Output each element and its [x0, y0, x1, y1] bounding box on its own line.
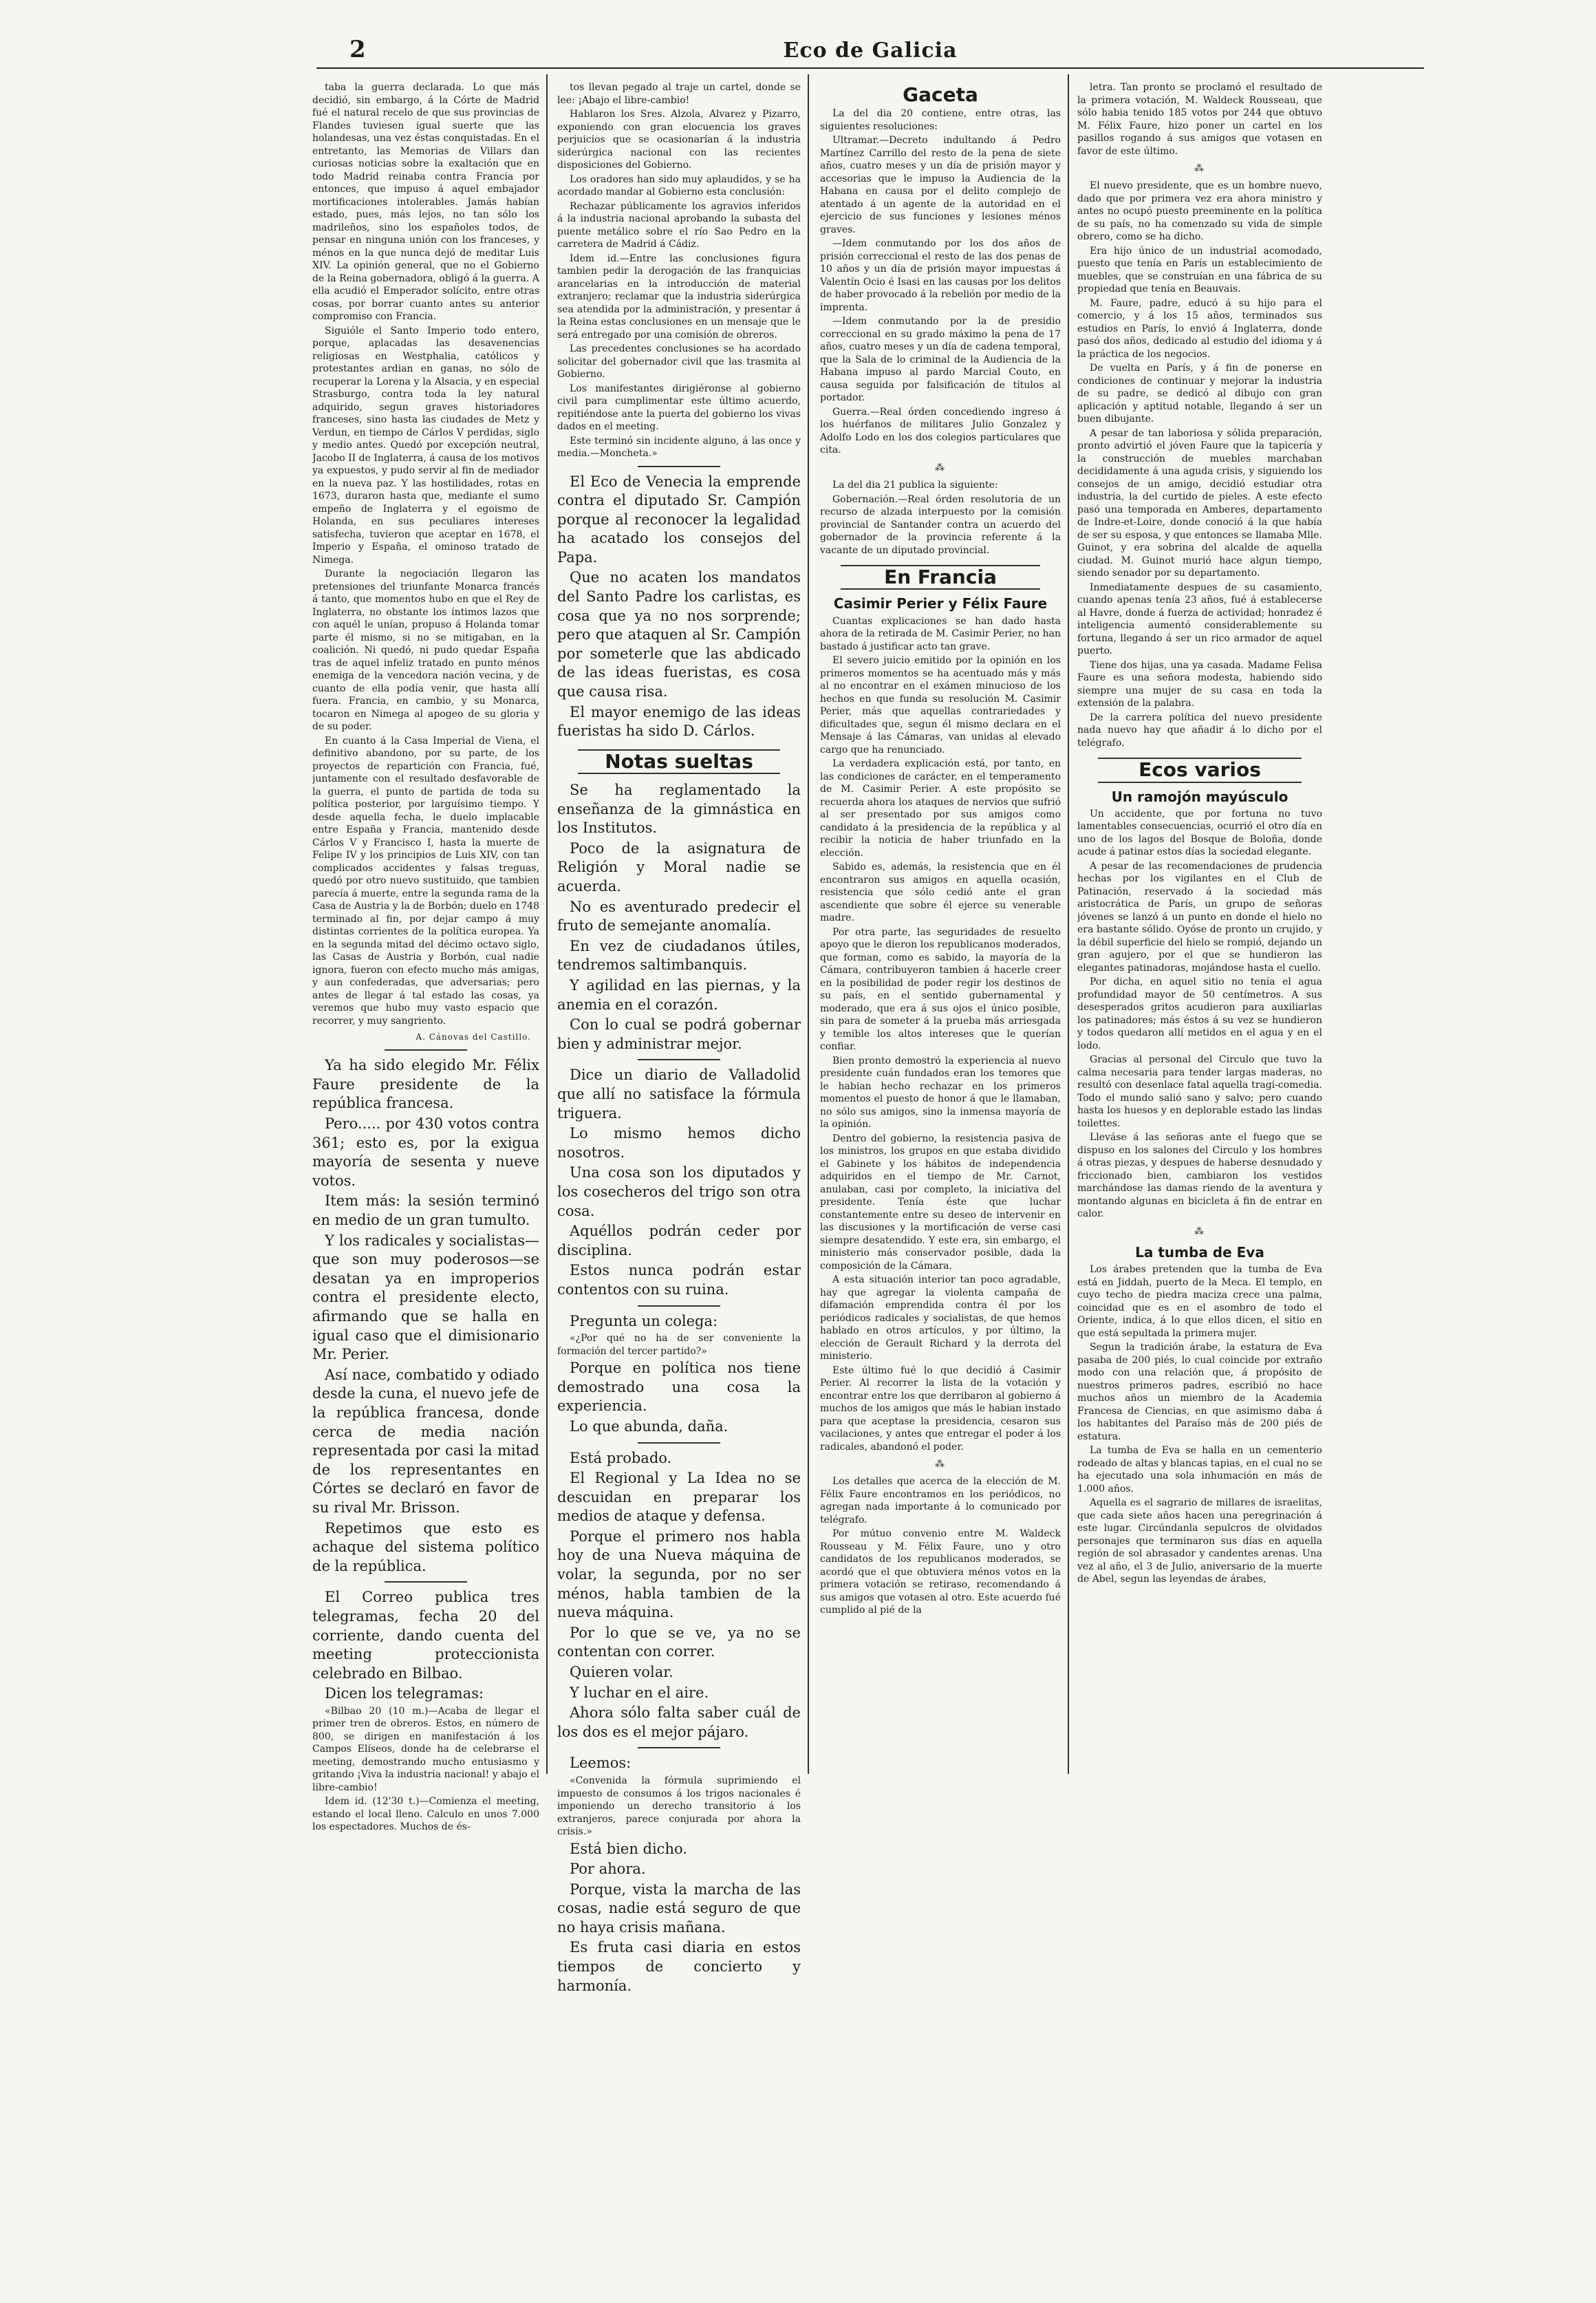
section-heading-en-francia: En Francia — [841, 565, 1040, 590]
article-paragraph: De la carrera política del nuevo presidente nada nuevo hay que añadir á lo dicho por el telégrafo. — [1077, 711, 1322, 749]
note-quote: «¿Por qué no ha de ser conveniente la formación del tercer partido?» — [557, 1333, 801, 1357]
article-paragraph: Lleváse á las señoras ante el fuego que se dispuso en los salones del Circulo y los hombres á otras piezas, y despues de haberse desnudado y friccionado bien, cambiaron los vestidos marchándose las damas riendo de la aventura y montando algunas en bicicleta á fin de entrar en calor. — [1077, 1132, 1322, 1220]
telegram-paragraph: Hablaron los Sres. Alzola, Alvarez y Pizarro, exponiendo con gran elocuencia los graves perjuicios que se ocasionarían á la industria siderúrgica nacional con las recientes disposiciones del Gobierno. — [557, 109, 801, 171]
column-3 — [820, 81, 1061, 1618]
telegram-paragraph: Este terminó sin incidente alguno, á las once y media.—Moncheta.» — [557, 435, 801, 459]
separator — [638, 1747, 720, 1748]
column-rule — [1068, 74, 1069, 1774]
note-paragraph: Porque en política nos tiene demostrado una cosa la experiencia. — [557, 1360, 801, 1415]
note-quote: «Convenida la fórmula suprimiendo el impuesto de consumos á los trigos nacionales é imponiendo un derecho transitorio á los extranjeros, parece conjurada por ahora la crisis.» — [557, 1775, 801, 1838]
note-paragraph: El Regional y La Idea no se descuidan en preparar los medios de ataque y defensa. — [557, 1470, 801, 1525]
article-paragraph: Bien pronto demostró la experiencia al nuevo presidente cuán fundados eran los temores que le habian hecho rechazar en los primeros momentos el puesto de honor á que le llamaban, no sólo sus amigos, sino la inmensa mayoría de la opinión. — [820, 1055, 1061, 1131]
note-paragraph: Poco de la asignatura de Religión y Moral nadie se acuerda. — [557, 839, 801, 895]
article-paragraph: Aquella es el sagrario de millares de israelitas, que cada siete años hacen una peregrinación á este lugar. Circúndanla sepulcros de olvidados personajes que terminaron sus días en aquella región de sol abrasador y candentes arenas. Una vez al año, el 3 de Julio, aniversario de la muerte de Abel, segun las leyendas de árabes, — [1077, 1497, 1322, 1585]
telegram-paragraph: «Bilbao 20 (10 m.)—Acaba de llegar el primer tren de obreros. Estos, en número de 800, se dirigen en manifestación á los Campos Elíseos, donde ha de celebrarse el meeting, demostrando mucho entusiasmo y gritando ¡Viva la industria nacional! y abajo el libre-cambio! — [312, 1705, 539, 1793]
note-paragraph: Y luchar en el aire. — [570, 1684, 709, 1701]
note-paragraph: Lo que abunda, daña. — [570, 1417, 729, 1435]
note-paragraph: En vez de ciudadanos útiles, tendremos saltimbanquis. — [557, 937, 801, 974]
article-paragraph: Gobernación.—Real órden resolutoria de un recurso de alzada interpuesto por la comisión provincial de Santander contra un acuerdo del gobernador de la provincia referente á la vacante de un diputado provincial. — [820, 493, 1061, 556]
masthead — [316, 36, 1424, 69]
article-paragraph: Por mútuo convenio entre M. Waldeck Rousseau y M. Félix Faure, uno y otro candidatos de los republicanos moderados, se acordó que el que obtuviera ménos votos en la primera votación se retiraso, recomendando á sus amigos que votasen al otro. Este acuerdo fué cumplido al pié de la — [820, 1528, 1061, 1616]
note-paragraph: Se ha reglamentado la enseñanza de la gimnástica en los Institutos. — [557, 782, 801, 837]
article-paragraph: —Idem conmutando por la de presidio correccional en su grado máximo la pena de 17 años, cuatro meses y un día de cadena temporal, que la Sala de lo criminal de la Audiencia de la Habana impuso al pardo Marcial Couto, en causa seguida por falsificación de títulos al portador. — [820, 316, 1061, 404]
note-paragraph: Leemos: — [570, 1755, 632, 1772]
article-paragraph: Guerra.—Real órden concediendo ingreso á los huérfanos de militares Julio Gonzalez y Adolfo Lodo en los dos colegios particulares que cita. — [820, 406, 1061, 456]
article-paragraph: Por dicha, en aquel sitio no tenía el agua profundidad mayor de 50 centímetros. A sus desesperados gritos acudieron para auxiliarlas los patinadores; más éstos á su vez se hundieron y todos quedaron allí metidos en el agua y en el lodo. — [1077, 976, 1322, 1051]
note-paragraph: Es fruta casi diaria en estos tiempos de concierto y harmonía. — [557, 1939, 801, 1994]
article-paragraph: El Eco de Venecia la emprende contra el diputado Sr. Campión porque al reconocer la legalidad ha acatado los consejos del Papa. — [557, 473, 801, 566]
note-paragraph: Estos nunca podrán estar contentos con su ruina. — [557, 1262, 801, 1298]
article-paragraph: El mayor enemigo de las ideas fueristas ha sido D. Cárlos. — [557, 703, 801, 740]
article-paragraph: En cuanto á la Casa Imperial de Viena, el definitivo abandono, por su parte, de los proyectos de repartición con Francia, fué, juntamente con el resultado desfavorable de la guerra, el punto de partida de toda su política posterior, por larguísimo tiempo. Y desde aquella fecha, le duelo implacable entre España y Francia, mantenido desde Cárlos V y Francisco I, hasta la muerte de Felipe IV y los principios de Luis XIV, con tan complicados accidentes y falsas treguas, quedó por otro nuevo sustituido, que tambien parecía á muerte, entre la segunda rama de la Casa de Austria y la de Borbón; duelo en 1748 terminado al fin, por dejar campo á muy distintas corrientes de la política europea. Ya en la segunda mitad del décimo octavo siglo, las Casas de Austria y Borbón, cual nadie ignora, fueron con efecto mucho más amigas, y aun confederadas, que adversarias; pero antes de llegar á tal estado las cosas, ya veremos que hubo muy vasto espacio que recorrer, y muy sangriento. — [312, 735, 539, 1027]
article-paragraph: Era hijo único de un industrial acomodado, puesto que tenía en París un establecimiento de muebles, que se construían en una fábrica de su propiedad que tenía en Beauvais. — [1077, 245, 1322, 295]
article-paragraph: Ya ha sido elegido Mr. Félix Faure presidente de la república francesa. — [312, 1057, 539, 1112]
asterism-separator: ⁂ — [1194, 163, 1205, 174]
telegram-paragraph: Los oradores han sido muy aplaudidos, y se ha acordado mandar al Gobierno esta conclusión: — [557, 173, 801, 197]
section-heading-notas-sueltas: Notas sueltas — [578, 749, 780, 774]
section-heading-ecos-varios: Ecos varios — [1098, 758, 1302, 782]
column-rule — [808, 74, 809, 1774]
note-paragraph: Lo mismo hemos dicho nosotros. — [557, 1125, 801, 1161]
article-signature: A. Cánovas del Castillo. — [416, 1032, 531, 1042]
note-paragraph: Dice un diario de Valladolid que allí no satisface la fórmula triguera. — [557, 1067, 801, 1122]
article-paragraph: M. Faure, padre, educó á su hijo para el comercio, y á los 15 años, terminados sus estudios en París, lo envió á Inglaterra, donde pasó dos años, dedicado al estudio del idioma y á la práctica de los negocios. — [1077, 297, 1322, 360]
article-paragraph: La del dia 21 publica la siguiente: — [832, 480, 998, 491]
article-paragraph: Por otra parte, las seguridades de resuelto apoyo que le dieron los republicanos moderados, que forman, como es sabido, la mayoría de la Cámara, contribuyeron tambien á hacerle creer en la posibilidad de poder regir los destinos de su país, en el sentido gubernamental y moderado, que era á sus ojos el único posible, sin para de someter á la prueba más arriesgada y temible los altos intereses que le querían confiar. — [820, 926, 1061, 1053]
article-paragraph: La tumba de Eva se halla en un cementerio rodeado de altas y blancas tapias, en el cual no se ha ejecutado una sola inhumación en más de 1.000 años. — [1077, 1445, 1322, 1495]
telegram-paragraph: Las precedentes conclusiones se ha acordado solicitar del gobernador civil que las trasmita al Gobierno. — [557, 343, 801, 380]
article-subheading: Un ramojón mayúsculo — [1111, 788, 1288, 805]
note-paragraph: Está bien dicho. — [570, 1840, 687, 1857]
article-paragraph: Los detalles que acerca de la elección de M. Félix Faure encontramos en los periódicos, no agregan nada importante á lo comunicado por telégrafo. — [820, 1476, 1061, 1525]
article-paragraph: Un accidente, que por fortuna no tuvo lamentables consecuencias, ocurrió el otro día en uno de los lagos del Bosque de Boloña, donde acude á patinar estos días la sociedad elegante. — [1077, 808, 1322, 858]
note-paragraph: Ahora sólo falta saber cuál de los dos es el mejor pájaro. — [557, 1704, 801, 1740]
article-paragraph: taba la guerra declarada. Lo que más decidió, sin embargo, á la Córte de Madrid fué el natural recelo de que sus provincias de Flandes tuviesen igual suerte que las holandesas, una vez éstas conquistadas. En el entretanto, las Memorias de Villars dan curiosas noticias sobre la exaltación que en todo Madrid reinaba contra Francia por entonces, que impuso á aquel embajador mortificaciones intolerables. Jamás habían estado, pues, más lejos, no tan sólo los madrileños, sino los españoles todos, de pensar en ninguna unión con los franceses, y ménos en la que nunca dejó de meditar Luis XIV. La opinión general, que no el Gobierno de la Reina gobernadora, obligó á la guerra. A ella acudió el Emperador solícito, entre otras cosas, por borrar cuanto antes su anterior compromiso con Francia. — [312, 82, 539, 322]
separator — [638, 1442, 720, 1444]
article-paragraph: De vuelta en París, y á fin de ponerse en condiciones de continuar y mejorar la industria de su padre, se dedicó al dibujo con gran aplicación y aptitud notable, llegando á ser un buen dibujante. — [1077, 363, 1322, 425]
page-number: 2 — [349, 36, 366, 63]
article-paragraph: Siguióle el Santo Imperio todo entero, porque, aplacadas las desavenencias religiosas en Westphalia, católicos y protestantes ardian en ganas, no sólo de recuperar la Lorena y la Alsacia, y en especial Strasburgo, contra toda la ley natural adquirido, segun graves historiadores franceses, sino hasta las ciudades de Metz y Verdun, en tiempo de Cárlos V perdidas, siglo y medio antes. Quedó por excepción neutral, Jacobo II de Inglaterra, á causa de los motivos ya expuestos, y pudo servir al fin de mediador en la nueva paz. Y las hostilidades, rotas en 1673, duraron hasta que, mediante el sumo empeño de Inglaterra y el egoismo de Holanda, en sus peculiares intereses satisfecha, tuvieron que aceptar en 1678, el Imperio y España, el ominoso tratado de Nimega. — [312, 325, 539, 566]
article-paragraph: A pesar de las recomendaciones de prudencia hechas por los vigilantes en el Club de Patinación, reservado á la sociedad más aristocrática de París, un grupo de señoras jóvenes se lanzó á un punto en donde el hielo no era bastante sólido. Oyóse de pronto un crujido, y la débil superficie del hielo se rompió, dejando un gran agujero, por el que se hundieron las elegantes patinadoras, mojándose hasta el cuello. — [1077, 860, 1322, 974]
article-subheading: Casimir Perier y Félix Faure — [833, 595, 1048, 612]
article-paragraph: Cuantas explicaciones se han dado hasta ahora de la retirada de M. Casimir Perier, no han bastado á justificar acto tan grave. — [820, 615, 1061, 652]
article-paragraph: Item más: la sesión terminó en medio de un gran tumulto. — [312, 1192, 539, 1229]
article-paragraph: Gracias al personal del Circulo que tuvo la calma necesaria para tender largas maderas, no resultó con desenlace fatal aquella tragi-comedia. Todo el mundo salió sano y salvo; pero cuando hasta los huesos y en deplorable estado las lindas toilettes. — [1077, 1054, 1322, 1129]
column-4 — [1077, 81, 1322, 1587]
asterism-separator: ⁂ — [935, 1459, 946, 1470]
separator — [385, 1049, 467, 1051]
article-paragraph: Repetimos que esto es achaque del sistema político de la república. — [312, 1519, 539, 1574]
separator — [638, 466, 720, 467]
note-paragraph: Pregunta un colega: — [570, 1312, 718, 1329]
article-paragraph: Dicen los telegramas: — [325, 1685, 484, 1702]
article-paragraph: Este último fué lo que decidió á Casimir Perier. Al recorrer la lista de la votación y encontrar entre los que derribaron al gobierno á muchos de los amigos que más le habian instado para que aceptase la presidencia, cesaron sus vacilaciones, y antes que entregar el poder á los radicales, abandonó el poder. — [820, 1364, 1061, 1453]
article-paragraph: La del dia 20 contiene, entre otras, las siguientes resoluciones: — [820, 108, 1061, 132]
article-paragraph: A pesar de tan laboriosa y sólida preparación, pronto advirtió el jóven Faure que la tapicería y la construcción de muebles marchaban decididamente á una aguda crisis, y siguiendo los consejos de un amigo, decidió estudiar otra industria, la del curtido de pieles. A este efecto pasó una temporada en Amberes, departamento de Indre-et-Loire, donde conoció á la que había de ser su esposa, y que entonces se llamaba Mlle. Guinot, y era sobrina del alcalde de aquella ciudad. M. Guinot murió hace algun tiempo, siendo senador por su departamento. — [1077, 427, 1322, 579]
note-paragraph: Porque, vista la marcha de las cosas, nadie está seguro de que no haya crisis mañana. — [557, 1881, 801, 1936]
telegram-paragraph: tos llevan pegado al traje un cartel, donde se lee: ¡Abajo el libre-cambio! — [557, 82, 801, 106]
telegram-paragraph: Idem id. (12'30 t.)—Comienza el meeting, estando el local lleno. Calculo en unos 7.000 los espectadores. Muchos de és- — [312, 1796, 539, 1833]
asterism-separator: ⁂ — [935, 462, 946, 473]
article-paragraph: Segun la tradición árabe, la estatura de Eva pasaba de 200 piés, lo cual coincide por extraño modo con una relación que, á propósito de nuestros primeros padres, escribió no hace muchos años un miembro de la Academia Francesa de Ciencias, en que asimismo daba á los habitantes del Paraíso más de 200 piés de estatura. — [1077, 1342, 1322, 1442]
article-paragraph: Dentro del gobierno, la resistencia pasiva de los ministros, los grupos en que estaba dividido el Gabinete y los hábitos de independencia adquiridos en el tiempo de Mr. Carnot, anulaban, casi por completo, la iniciativa del presidente. Tenía éste que luchar constantemente entre su deseo de intervenir en las discusiones y la mortificación de verse casi siempre desatendido. Y este era, sin embargo, el ministerio más conservador posible, dada la composición de la Cámara. — [820, 1133, 1061, 1272]
asterism-separator: ⁂ — [1194, 1225, 1205, 1237]
article-paragraph: El nuevo presidente, que es un hombre nuevo, dado que por primera vez era ahora ministro y antes no ocupó puesto preeminente en la política de su país, no ha comenzado su vida de simple obrero, como se ha dicho. — [1077, 180, 1322, 243]
separator — [638, 1059, 720, 1060]
note-paragraph: Aquéllos podrán ceder por disciplina. — [557, 1223, 801, 1258]
article-paragraph: Así nace, combatido y odiado desde la cuna, el nuevo jefe de la república francesa, donde cerca de media nación representada por casi la mitad de los representantes en Córtes se declaró en favor de su rival Mr. Brisson. — [312, 1366, 539, 1516]
article-paragraph: Tiene dos hijas, una ya casada. Madame Felisa Faure es una señora modesta, habiendo sido siempre una mujer de su casa en toda la extensión de la palabra. — [1077, 659, 1322, 709]
note-paragraph: No es aventurado predecir el fruto de semejante anomalía. — [557, 898, 801, 934]
note-paragraph: Por lo que se ve, ya no se contentan con correr. — [557, 1624, 801, 1660]
column-2 — [557, 81, 801, 1997]
article-paragraph: El Correo publica tres telegramas, fecha 20 del corriente, dando cuenta del meeting proteccionista celebrado en Bilbao. — [312, 1589, 539, 1682]
telegram-paragraph: Idem id.—Entre las conclusiones figura tambien pedir la derogación de las franquicias arancelarias en la introducción de material extranjero; reclamar que la industria siderúrgica sea atendida por la administración, y presentar á la Reina estas conclusiones en un mensaje que le será entregado por una comisión de obreros. — [557, 253, 801, 341]
note-paragraph: Porque el primero nos habla hoy de una Nueva máquina de volar, la segunda, por no ser ménos, habla tambien de la nueva máquina. — [557, 1528, 801, 1621]
section-heading-gaceta: Gaceta — [903, 83, 978, 106]
note-paragraph: Por ahora. — [570, 1861, 646, 1878]
article-paragraph: Los árabes pretenden que la tumba de Eva está en Jiddah, puerto de la Meca. El templo, en cuyo techo de piedra maciza crece una palma, coincidad que es en el asombro de todo el Oriente, indica, á lo que ellos dicen, el sitio en que está sepultada la primera mujer. — [1077, 1264, 1322, 1339]
article-subheading: La tumba de Eva — [1135, 1244, 1264, 1261]
article-paragraph: —Idem conmutando por los dos años de prisión correccional el resto de las dos penas de 10 años y un día de prisión mayor impuestas á Valentín Ocio é Isasi en las causas por los delitos de haber provocado á la rebelión por medio de la imprenta. — [820, 238, 1061, 313]
separator — [385, 1581, 467, 1583]
telegram-paragraph: Rechazar públicamente los agravios inferidos á la industria nacional aprobando la subasta del puente metálico sobre el río Sao Pedro en la carretera de Madrid á Cádiz. — [557, 200, 801, 250]
column-1 — [312, 81, 539, 1835]
article-paragraph: Que no acaten los mandatos del Santo Padre los carlistas, es cosa que ya no nos sorprende; pero que ataquen al Sr. Campión por someterle que las abdicado de las ideas fueristas, es cosa que causa risa. — [557, 569, 801, 700]
article-paragraph: A esta situación interior tan poco agradable, hay que agregar la violenta campaña de difamación emprendida contra él por los periódicos radicales y socialistas, de que hemos hablado en otros artículos, y por último, la elección de Gerault Richard y la derrota del ministerio. — [820, 1274, 1061, 1362]
article-paragraph: letra. Tan pronto se proclamó el resultado de la primera votación, M. Waldeck Rousseau, que sólo habia tenido 185 votos por 244 que obtuvo M. Félix Faure, hizo poner un cartel en los pasillos rogando á sus amigos que votasen en favor de este último. — [1077, 82, 1322, 157]
article-paragraph: La verdadera explicación está, por tanto, en las condiciones de carácter, en el temperamento de M. Casimir Perier. A este propósito se recuerda ahora los ataques de nervios que sufrió al ser presentado por sus amigos como candidato á la presidencia de la república y al recibir la noticia de haber triunfado en la elección. — [820, 758, 1061, 859]
note-paragraph: Quieren volar. — [570, 1664, 673, 1681]
article-paragraph: El severo juicio emitido por la opinión en los primeros momentos se ha acentuado más y más al no encontrar en el exámen minucioso de los hechos en que funda su resolución M. Casimir Perier, más que aquellas contrariedades y dificultades que, segun él mismo declara en el Mensaje á las Cámaras, van unidas al elevado cargo que ha renunciado. — [820, 655, 1061, 756]
article-paragraph: Durante la negociación llegaron las pretensiones del triunfante Monarca francés á tanto, que momentos hubo en que el Rey de Inglaterra, no obstante los íntimos lazos que con aquél le unían, propuso á Holanda tomar parte él mismo, si no se mitigaban, en la coalición. Ni quedó, ni pudo quedar España tras de aquel infeliz tratado en punto ménos enemiga de la vencedora nación vecina, y de cuanto de ella podía venir, que hasta allí fuera. Francia, en cambio, y su Monarca, tocaron en Nimega al apogeo de su gloria y de su poder. — [312, 568, 539, 732]
article-paragraph: Pero..... por 430 votos contra 361; esto es, por la exigua mayoría de sesenta y nueve votos. — [312, 1115, 539, 1189]
note-paragraph: Una cosa son los diputados y los cosecheros del trigo son otra cosa. — [557, 1164, 801, 1219]
article-paragraph: Ultramar.—Decreto indultando á Pedro Martínez Carrillo del resto de la pena de siete años, cuatro meses y un día de prisión mayor y accesorias que le impuso la Audiencia de la Habana en causa por el delito complejo de atentado á un agente de la autoridad en el ejercicio de sus funciones y lesiones ménos graves. — [820, 135, 1061, 235]
paper-title: Eco de Galicia — [783, 39, 958, 63]
separator — [638, 1305, 720, 1307]
column-rule — [546, 74, 548, 1774]
article-paragraph: Y los radicales y socialistas—que son muy poderosos—se desatan ya en improperios contra el presidente electo, afirmando que se halla en igual caso que el dimisionario Mr. Perier. — [312, 1232, 539, 1363]
note-paragraph: Y agilidad en las piernas, y la anemia en el corazón. — [557, 977, 801, 1013]
note-paragraph: Con lo cual se podrá gobernar bien y administrar mejor. — [557, 1016, 801, 1052]
article-paragraph: Inmediatamente despues de su casamiento, cuando apenas tenía 23 años, fué á establecerse al Havre, donde á fuerza de actividad; honradez é inteligencia aumentó considerablemente su fortuna, llegando á ser un rico armador de aquel puerto. — [1077, 581, 1322, 657]
article-paragraph: Sabido es, además, la resistencia que en él encontraron sus amigos en aquella ocasión, resistencia que sólo cedió ante el gran ascendiente que sobre él ejerce su venerable madre. — [820, 861, 1061, 924]
note-paragraph: Está probado. — [570, 1449, 672, 1466]
telegram-paragraph: Los manifestantes dirigiéronse al gobierno civil para cumplimentar este último acuerdo, repitiéndose ante la puerta del gobierno los vivas dados en el meeting. — [557, 383, 801, 432]
